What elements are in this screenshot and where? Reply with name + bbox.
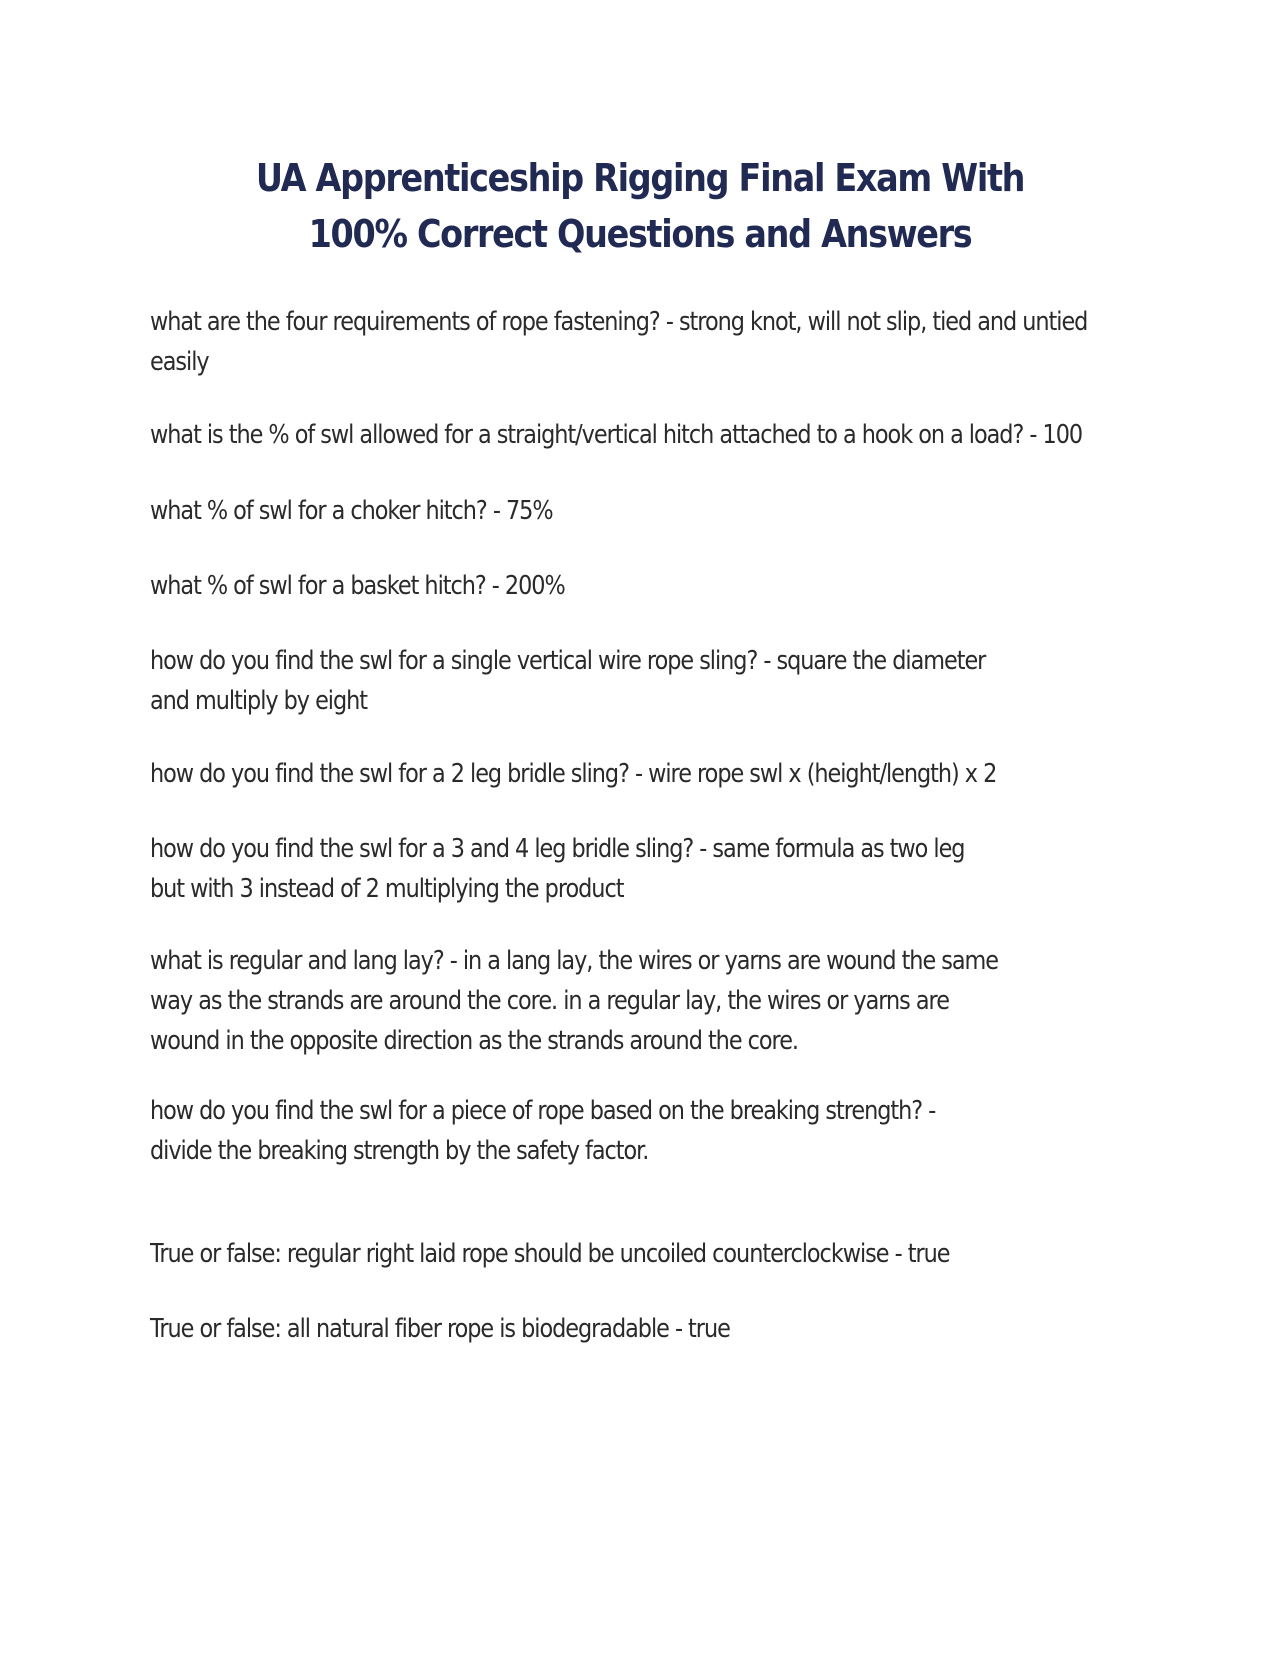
qa-item-choker-hitch: what % of swl for a choker hitch? - 75% [150, 496, 553, 526]
qa-item-breaking-strength: how do you find the swl for a piece of rope based on the breaking strength? - divide the breaking strength by the safety factor. [150, 1096, 936, 1166]
qa-item-right-laid-rope: True or false: regular right laid rope should be uncoiled counterclockwise - true [150, 1239, 950, 1269]
qa-item-vertical-hitch: what is the % of swl allowed for a straight/vertical hitch attached to a hook on a load? - 100 [150, 420, 1083, 450]
document-title: UA Apprenticeship Rigging Final Exam With 100% Correct Questions and Answers [255, 156, 1025, 256]
qa-item-rope-fastening: what are the four requirements of rope fastening? - strong knot, will not slip, tied and untied easily [150, 307, 1088, 377]
qa-item-regular-lang-lay: what is regular and lang lay? - in a lang lay, the wires or yarns are wound the same way as the strands are around the core. in a regular lay, the wires or yarns are wound in the opposite direction as the strands around the core. [150, 946, 999, 1056]
qa-item-two-leg-bridle: how do you find the swl for a 2 leg bridle sling? - wire rope swl x (height/length) x 2 [150, 759, 997, 789]
qa-item-basket-hitch: what % of swl for a basket hitch? - 200% [150, 571, 565, 601]
qa-item-single-vertical-sling: how do you find the swl for a single vertical wire rope sling? - square the diameter and multiply by eight [150, 646, 986, 716]
qa-item-three-four-leg-bridle: how do you find the swl for a 3 and 4 leg bridle sling? - same formula as two leg but with 3 instead of 2 multiplying the product [150, 834, 965, 904]
qa-item-natural-fiber: True or false: all natural fiber rope is biodegradable - true [150, 1314, 730, 1344]
